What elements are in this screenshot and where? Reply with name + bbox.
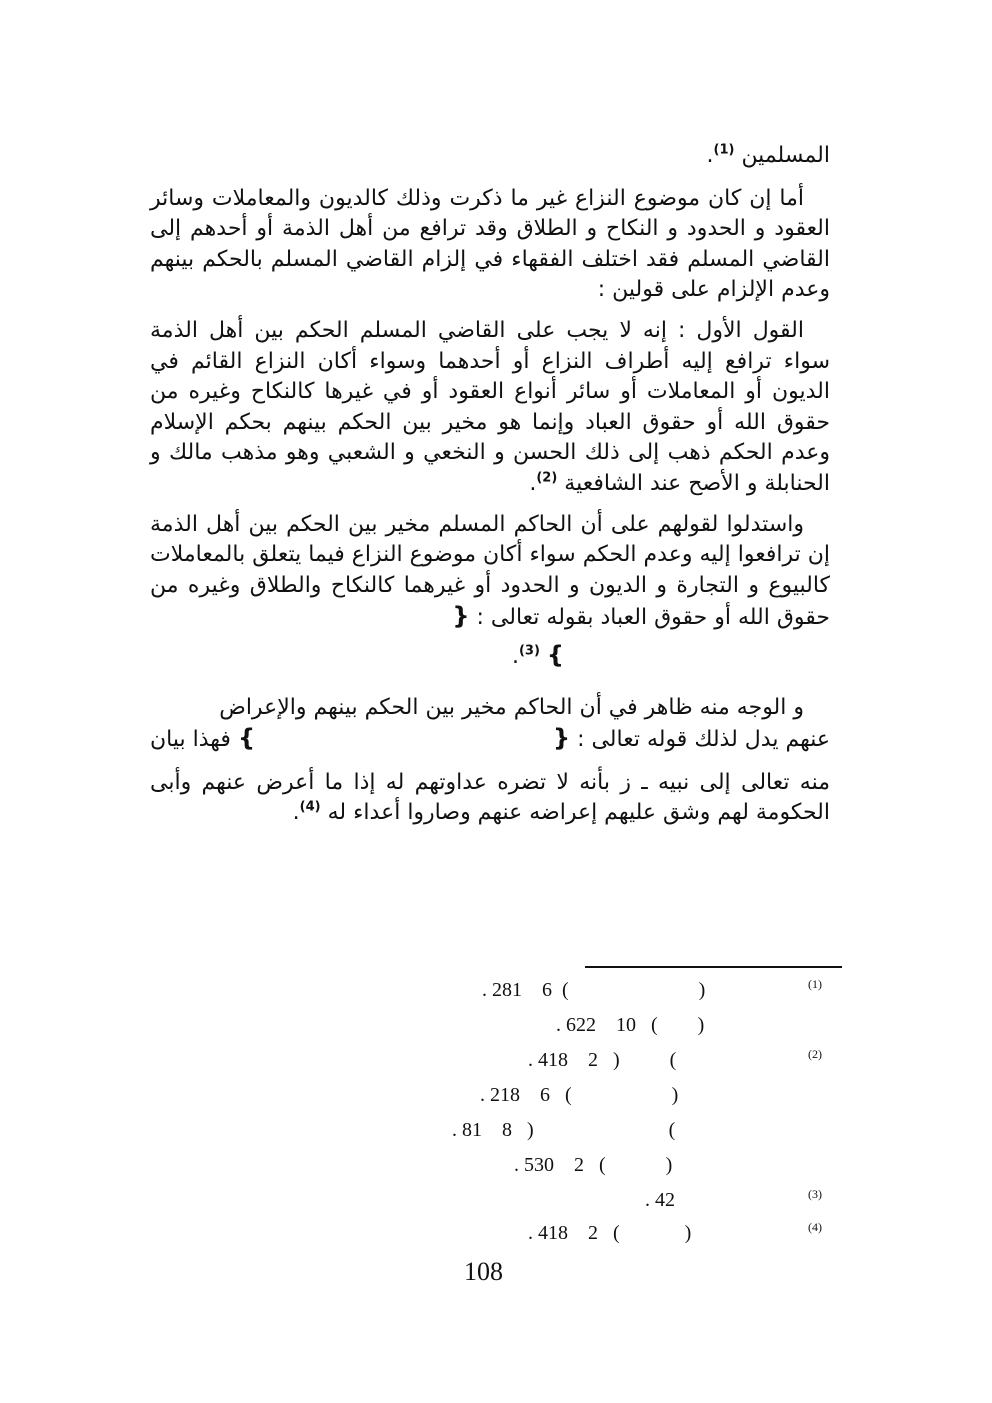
paragraph-5-text: منه تعالى إلى نبيه ـ ز بأنه لا تضره عداوتهم له إذا ما أعرض عنهم وأبى الحكومة لهم وشق عليهم إعراضه عنهم وصاروا أعداء له	[150, 769, 830, 826]
footnote-marker-4: (4)	[808, 1220, 822, 1234]
footnote-ref-4: (4)	[299, 799, 321, 815]
verse-close-line: } $^{(3)}$.	[511, 640, 564, 669]
continuation-word: المسلمين	[741, 143, 830, 168]
paragraph-3	[150, 510, 830, 634]
quran-brace-open-2: {	[552, 724, 571, 753]
footnote-marker-3: (3)	[808, 1187, 822, 1201]
paragraph-3-text: واستدلوا لقولهم على أن الحاكم المسلم مخير بين الحكم بين أهل الذمة إن ترافعوا إليه وعدم الحكم سواء أكان موضوع النزاع فيما يتعلق بالمعاملات كالبيوع و التجارة و الديون و الحدود أو غيرهما كالنكاح والطلاق وغيره من حقوق الله أو حقوق العباد بقوله تعالى :	[150, 511, 830, 631]
paragraph-1	[150, 184, 830, 306]
paragraph-5: منه تعالى إلى نبيه ـ ز بأنه لا تضره عداوتهم له إذا ما أعرض عنهم وأبى الحكومة لهم وشق عليهم إعراضه عنهم وصاروا أعداء له $^{(4)}$.	[150, 769, 830, 826]
verse-intro-text: عنهم يدل لذلك قوله تعالى :	[577, 727, 830, 753]
footnote-1-line-2: . 622 10 ( )	[556, 1014, 705, 1036]
footnote-ref-2: (2)	[536, 470, 558, 486]
quran-brace-open: {	[452, 602, 470, 631]
verse-outro-text: فهذا بيان	[150, 727, 231, 753]
paragraph-2-text: القول الأول : إنه لا يجب على القاضي المسلم الحكم بين أهل الذمة سواء ترافع إليه أطراف النزاع أو أحدهما وسواء أكان النزاع القائم في الديون أو المعاملات أو سائر أنواع العقود أو في غيرها كالنكاح وغيره من حقوق الله أو حقوق العباد وإنما هو مخير بين الحكم بينهم بحكم الإسلام وعدم الحكم ذهب إلى ذلك الحسن و النخعي و الشعبي وهو مذهب مالك و الحنابلة و الأصح عند الشافعية	[150, 317, 830, 496]
verse-intro	[553, 723, 830, 756]
footnote-2-line-2: . 218 6 ( )	[480, 1084, 679, 1106]
quran-brace-close: }	[546, 640, 564, 669]
footnote-ref-1: (1)	[713, 142, 735, 158]
paragraph-4-verse-line	[150, 723, 830, 756]
footnote-marker-2: (2)	[808, 1047, 822, 1061]
paragraph-4	[150, 693, 830, 724]
paragraph-1-text: أما إن كان موضوع النزاع غير ما ذكرت وذلك كالديون والمعاملات وسائر العقود و الحدود و النكاح و الطلاق وقد ترافع من أهل الذمة أو أحدهم إلى القاضي المسلم فقد اختلف الفقهاء في إلزام القاضي المسلم بالحكم بينهم وعدم الإلزام على قولين :	[150, 185, 830, 303]
footnote-divider	[585, 966, 842, 968]
footnote-ref-3: (3)	[518, 643, 540, 659]
footnote-2-line-1: . 418 2 ) (	[528, 1049, 677, 1071]
verse-outro	[150, 723, 255, 756]
page-number: 108	[464, 1257, 503, 1286]
footnote-3-line-1: . 42	[645, 1189, 675, 1211]
footnote-2-line-4: . 530 2 ( )	[514, 1154, 673, 1176]
body-text	[150, 141, 830, 829]
quran-brace-close-2: }	[237, 724, 256, 753]
footnote-2-line-3: . 81 8 ) (	[452, 1119, 676, 1141]
paragraph-4-text: و الوجه منه ظاهر في أن الحاكم مخير بين الحكم بينهم والإعراض	[219, 694, 804, 720]
footnote-4-line-1: . 418 2 ( )	[528, 1222, 692, 1244]
paragraph-2: القول الأول : إنه لا يجب على القاضي المسلم الحكم بين أهل الذمة سواء ترافع إليه أطراف النزاع أو أحدهما وسواء أكان النزاع القائم في الديون أو المعاملات أو سائر أنواع العقود أو في غيرها كالنكاح وغيره من حقوق الله أو حقوق العباد وإنما هو مخير بين الحكم بينهم بحكم الإسلام وعدم الحكم ذهب إلى ذلك الحسن و النخعي و الشعبي وهو مذهب مالك و الحنابلة و الأصح عند الشافعية $^{(2)}$.	[150, 317, 830, 496]
line-continuation: المسلمين $^{(1)}$.	[706, 142, 830, 168]
footnote-1-line-1: . 281 6 ( )	[482, 979, 706, 1001]
footnote-marker-1: (1)	[808, 977, 822, 991]
